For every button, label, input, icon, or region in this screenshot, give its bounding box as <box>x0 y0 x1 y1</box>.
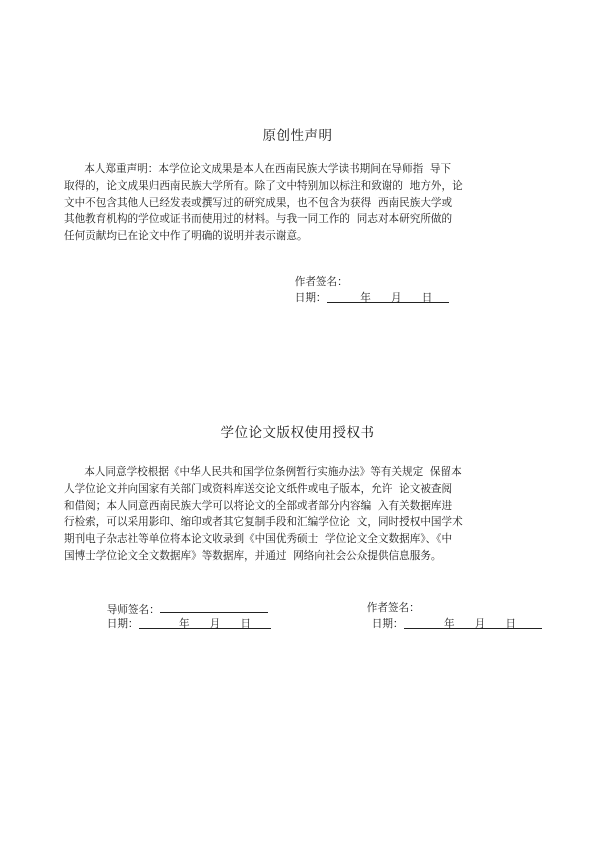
date-fields: 年 月 日 <box>403 618 517 630</box>
declaration-line: 任何贡献均已在论文中作了明确的说明并表示谢意。 <box>64 230 308 243</box>
date-label: 日期： <box>371 618 404 630</box>
author-sign-label: 作者签名： <box>366 602 420 614</box>
authorization-body <box>64 464 534 565</box>
authorization-line: 人学位论文并向国家有关部门或资料库送交论文纸件或电子版本，允许 论文被查阅 <box>64 482 453 495</box>
date-label: 日期： <box>294 292 327 304</box>
declaration-line: 文中不包含其他人已经发表或撰写过的研究成果，也不包含为获得 西南民族大学或 <box>64 196 453 209</box>
declaration-line: 其他教育机构的学位或证书而使用过的材料。与我一同工作的 同志对本研究所做的 <box>64 213 453 226</box>
declaration-line: 本人郑重声明：本学位论文成果是本人在西南民族大学读书期间在导师指 导下 <box>64 163 452 175</box>
declaration-line: 取得的，论文成果归西南民族大学所有。除了文中特别加以标注和致谢的 地方外，论 <box>64 179 463 192</box>
advisor-date <box>100 600 271 632</box>
date-underline <box>327 290 449 303</box>
authorization-line: 行检索，可以采用影印、缩印或者其它复制手段和汇编学位论 文，同时授权中国学术 <box>64 516 463 529</box>
author-date <box>365 600 542 632</box>
declaration-title: 原创性声明 <box>262 128 333 144</box>
declaration-date <box>288 274 449 306</box>
date-fields: 年 月 日 <box>138 618 252 630</box>
date-underline <box>404 616 542 629</box>
date-fields: 年 月 日 <box>326 292 433 304</box>
date-underline <box>139 616 271 629</box>
advisor-sign-label: 导师签名： <box>106 604 160 616</box>
authorization-line: 期刊电子杂志社等单位将本论文收录到《中国优秀硕士 学位论文全文数据库》、《中 <box>64 533 453 546</box>
authorization-title: 学位论文版权使用授权书 <box>220 425 375 441</box>
date-label: 日期： <box>106 618 139 630</box>
authorization-line: 本人同意学校根据《中华人民共和国学位条例暂行实施办法》等有关规定 保留本 <box>64 466 462 478</box>
authorization-line: 和借阅；本人同意西南民族大学可以将论文的全部或者部分内容编 入有关数据库进 <box>64 499 453 512</box>
declaration-body <box>64 161 534 245</box>
authorization-line: 国博士学位论文全文数据库》等数据库，并通过 网络向社会公众提供信息服务。 <box>64 549 442 562</box>
author-sign-label: 作者签名： <box>294 276 348 288</box>
